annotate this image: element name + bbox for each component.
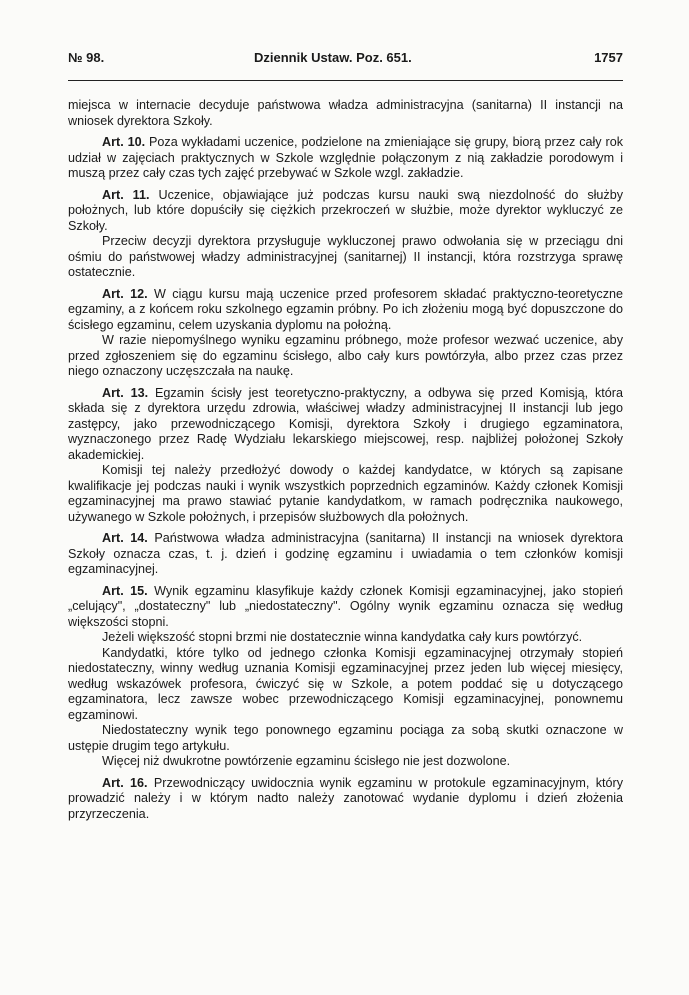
article-11-paragraph-2: Przeciw decyzji dyrektora przysługuje wykluczonej prawo odwołania się w przeciągu dni ośmiu do państwowej władzy administracyjnej (sanitarnej) II instancji, która rozstrzyga sprawę ostatecznie. [68, 234, 623, 279]
article-label: Art. 16. [102, 775, 148, 790]
article-13: Art. 13. Egzamin ścisły jest teoretyczno-praktyczny, a odbywa się przed Komisją, która składa się z dyrektora urzędu zdrowia, właściwej władzy administracyjnej II instancji lub jego zastępcy, jako przewodniczącego Komisji, dyrektora Szkoły i drugiego egzaminatora, wyznaczonego przez Radę Wydziału lekarskiego miejscowej, resp. najbliżej położonej Szkoły akademickiej. [68, 385, 623, 462]
article-label: Art. 14. [102, 531, 148, 545]
article-11: Art. 11. Uczenice, objawiające już podczas kursu nauki swą niezdolność do służby położnych, lub które dopuściły się ciężkich przekroczeń w służbie, może dyrektor wykluczyć ze Szkoły. [68, 187, 624, 233]
article-15: Art. 15. Wynik egzaminu klasyfikuje każdy członek Komisji egzaminacyjnej, jako stopień „celujący", „dostateczny" lub „niedostateczny". Ogólny wynik egzaminu oznacza się według większości stopni. [68, 583, 624, 629]
article-12-paragraph-2: W razie niepomyślnego wyniku egzaminu próbnego, może profesor wezwać uczenice, aby przed zgłoszeniem się do egzaminu ścisłego, albo cały kurs powtórzyła, albo przez czas przez niego oznaczony uczęszczała na naukę. [68, 333, 623, 378]
article-label: Art. 11. [102, 187, 150, 202]
journal-title: Dziennik Ustaw. Poz. 651. [254, 50, 412, 65]
article-label: Art. 10. [102, 135, 146, 149]
page-number: 1757 [594, 50, 623, 65]
article-15-paragraph-5: Więcej niż dwukrotne powtórzenie egzaminu ścisłego nie jest dozwolone. [102, 754, 511, 768]
article-16: Art. 16. Przewodniczący uwidocznia wynik egzaminu w protokule egzaminacyjnym, który prowadzić należy i w którym nadto należy zanotować wydanie dyplomu i dzień złożenia przyrzeczenia. [68, 775, 623, 821]
issue-number: № 98. [68, 50, 105, 65]
article-12: Art. 12. W ciągu kursu mają uczenice przed profesorem składać praktyczno-teoretyczne egzaminy, a z końcem roku szkolnego egzamin próbny. Po ich złożeniu mogą być dopuszczone do ścisłego egzaminu, celem uzyskania dyplomu na położną. [68, 286, 624, 332]
page-header [68, 50, 623, 70]
article-13-paragraph-2: Komisji tej należy przedłożyć dowody o każdej kandydatce, w których są zapisane kwalifikacje jej podczas nauki i wynik wszystkich poprzednich egzaminów. Każdy członek Komisji egzaminacyjnej ma prawo stawiać pytanie kandydatkom, w ramach podręcznika naukowego, używanego w Szkole położnych, i przepisów służbowych dla położnych. [68, 463, 623, 524]
document-body [68, 98, 623, 822]
paragraph-continuation: miejsca w internacie decyduje państwowa władza administracyjna (sanitarna) II instancji na wniosek dyrektora Szkoły. [68, 98, 623, 128]
article-10: Art. 10. Poza wykładami uczenice, podzielone na zmieniające się grupy, biorą przez cały rok udział w zajęciach praktycznych w Szkole względnie połączonym z nią zakładzie porodowym i muszą przez cały czas tych zajęć przebywać w Szkole wzgl. zakładzie. [68, 135, 624, 180]
article-15-paragraph-4: Niedostateczny wynik tego ponownego egzaminu pociąga za sobą skutki oznaczone w ustępie drugim tego artykułu. [68, 723, 623, 753]
article-14: Art. 14. Państwowa władza administracyjna (sanitarna) II instancji na wniosek dyrektora Szkoły oznacza czas, t. j. dzień i godzinę egzaminu i uwiadamia o tem członków komisji egzaminacyjnej. [68, 531, 623, 576]
article-label: Art. 13. [102, 385, 149, 400]
article-15-paragraph-3: Kandydatki, które tylko od jednego członka Komisji egzaminacyjnej otrzymały stopień niedostateczny, winny według uznania Komisji egzaminacyjnej przez jeden lub więcej miesięcy, według wskazówek profesora, ćwiczyć się w Szkole, a potem poddać się u dotyczącego egzaminatora, lecz zawsze wobec przewodniczącego Komisji egzaminacyjnej, ponownemu egzaminowi. [68, 645, 623, 722]
article-label: Art. 12. [102, 286, 148, 301]
article-15-paragraph-2: Jeżeli większość stopni brzmi nie dostatecznie winna kandydatka cały kurs powtórzyć. [102, 630, 583, 644]
header-rule [68, 80, 623, 81]
article-label: Art. 15. [102, 583, 148, 598]
